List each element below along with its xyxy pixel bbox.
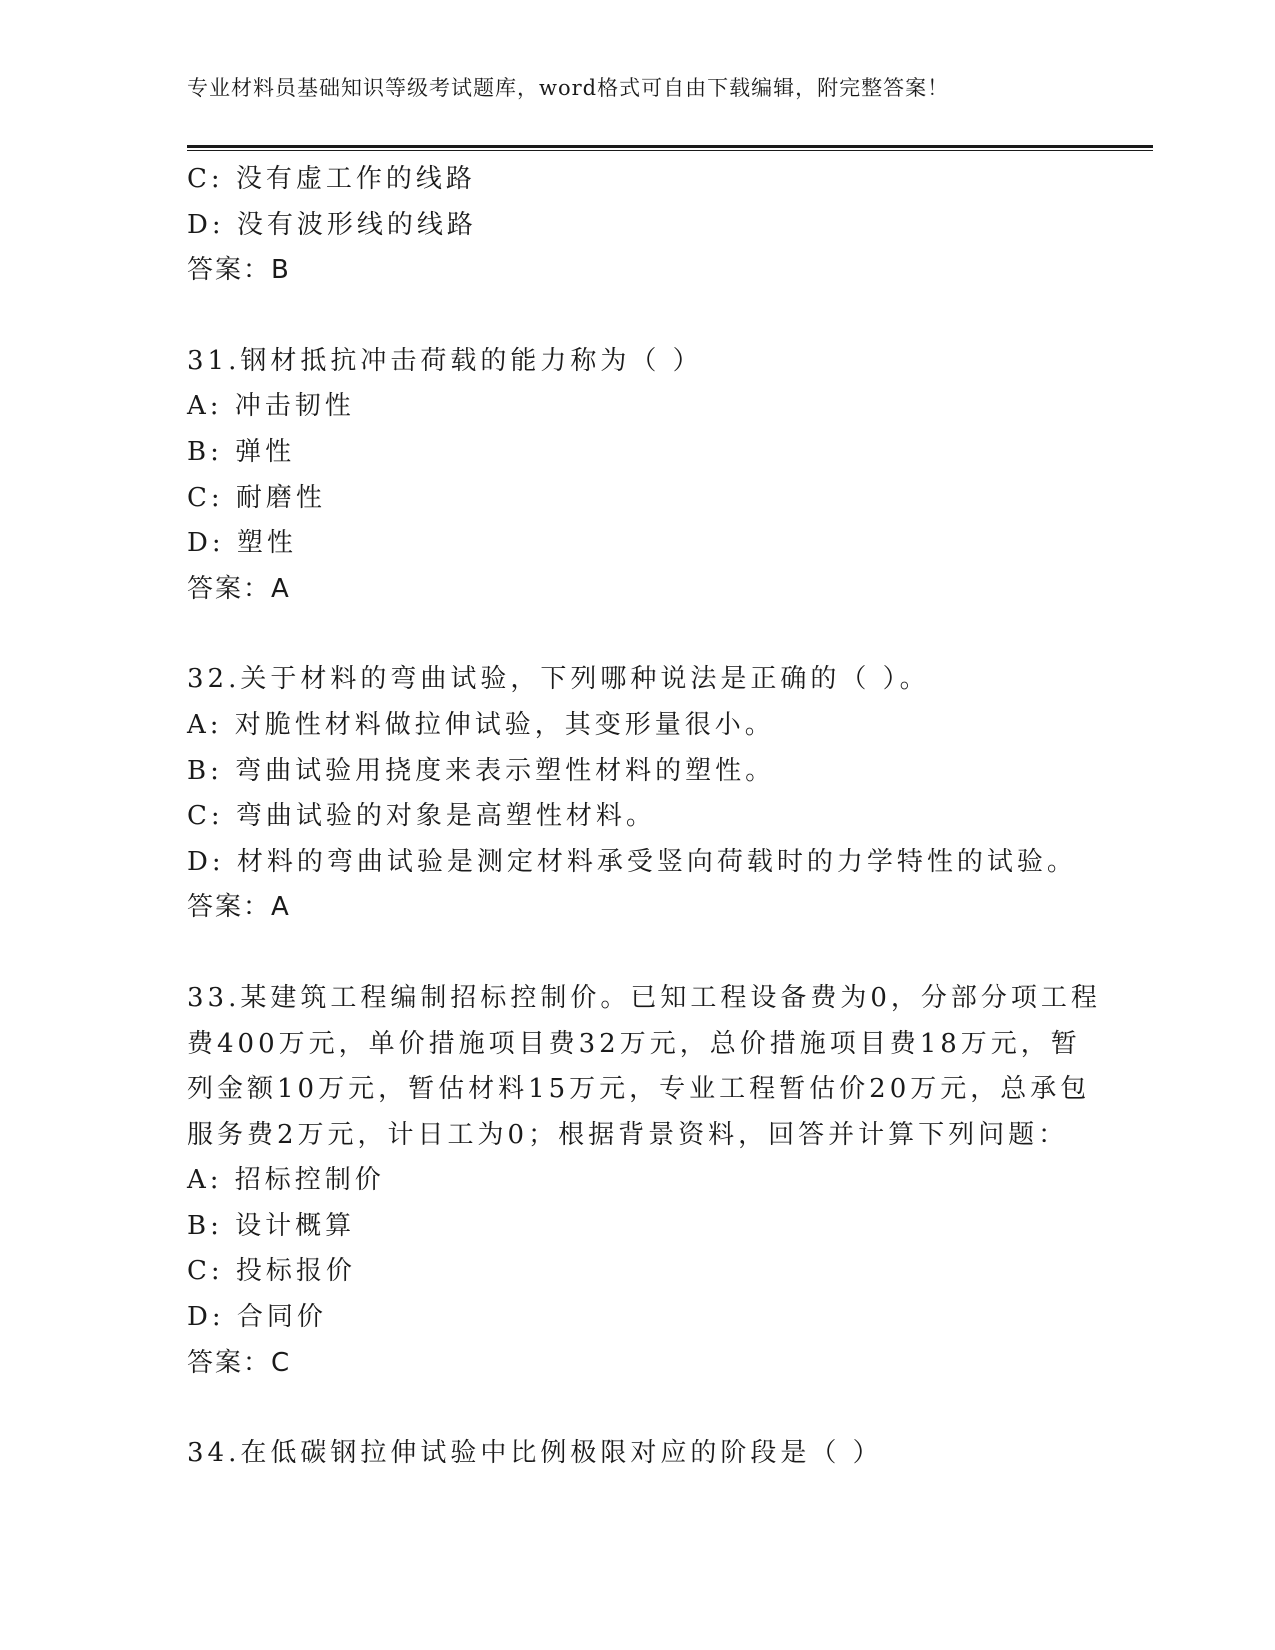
option-d: D: 合同价	[187, 1302, 327, 1333]
option-d: D: 塑性	[187, 528, 297, 559]
option-c: C: 弯曲试验的对象是高塑性材料。	[187, 801, 656, 832]
option-d: D: 没有波形线的线路	[187, 209, 477, 240]
question-stem: 32.关于材料的弯曲试验，下列哪种说法是正确的（ ）。	[187, 664, 930, 695]
question-stem: 34.在低碳钢拉伸试验中比例极限对应的阶段是（ ）	[187, 1438, 883, 1469]
question-stem-line: 33.某建筑工程编制招标控制价。已知工程设备费为0，分部分项工程	[187, 982, 1101, 1013]
question-34	[187, 1431, 1087, 1477]
option-c: C: 没有虚工作的线路	[187, 164, 476, 194]
question-33	[187, 976, 1101, 1386]
header-rule-thick	[187, 145, 1153, 148]
option-b: B: 弯曲试验用挠度来表示塑性材料的塑性。	[187, 755, 776, 786]
option-a: A: 对脆性材料做拉伸试验，其变形量很小。	[187, 709, 775, 740]
document-body	[187, 157, 1101, 1477]
question-stem-line: 服务费2万元，计日工为0；根据背景资料，回答并计算下列问题：	[187, 1119, 1069, 1150]
option-b: B: 弹性	[187, 436, 296, 467]
option-a: A: 招标控制价	[187, 1165, 385, 1196]
question-32	[187, 657, 1087, 931]
question-stem-line: 费400万元，单价措施项目费32万元，总价措施项目费18万元，暂	[187, 1028, 1081, 1059]
option-c: C: 耐磨性	[187, 482, 326, 513]
question-stem: 31.钢材抵抗冲击荷载的能力称为（ ）	[187, 345, 703, 376]
answer: 答案：A	[187, 573, 291, 604]
option-c: C: 投标报价	[187, 1256, 356, 1287]
header-rule-thin	[187, 150, 1153, 151]
question-31	[187, 339, 1087, 613]
question-stem-line: 列金额10万元，暂估材料15万元，专业工程暂估价20万元，总承包	[187, 1074, 1091, 1105]
page-header: 专业材料员基础知识等级考试题库，word格式可自由下载编辑，附完整答案！	[187, 76, 950, 100]
option-a: A: 冲击韧性	[187, 391, 355, 422]
option-b: B: 设计概算	[187, 1210, 356, 1241]
answer: 答案：A	[187, 892, 291, 923]
answer: 答案：C	[187, 1347, 292, 1378]
option-d: D: 材料的弯曲试验是测定材料承受竖向荷载时的力学特性的试验。	[187, 846, 1077, 877]
answer: 答案：B	[187, 255, 291, 286]
